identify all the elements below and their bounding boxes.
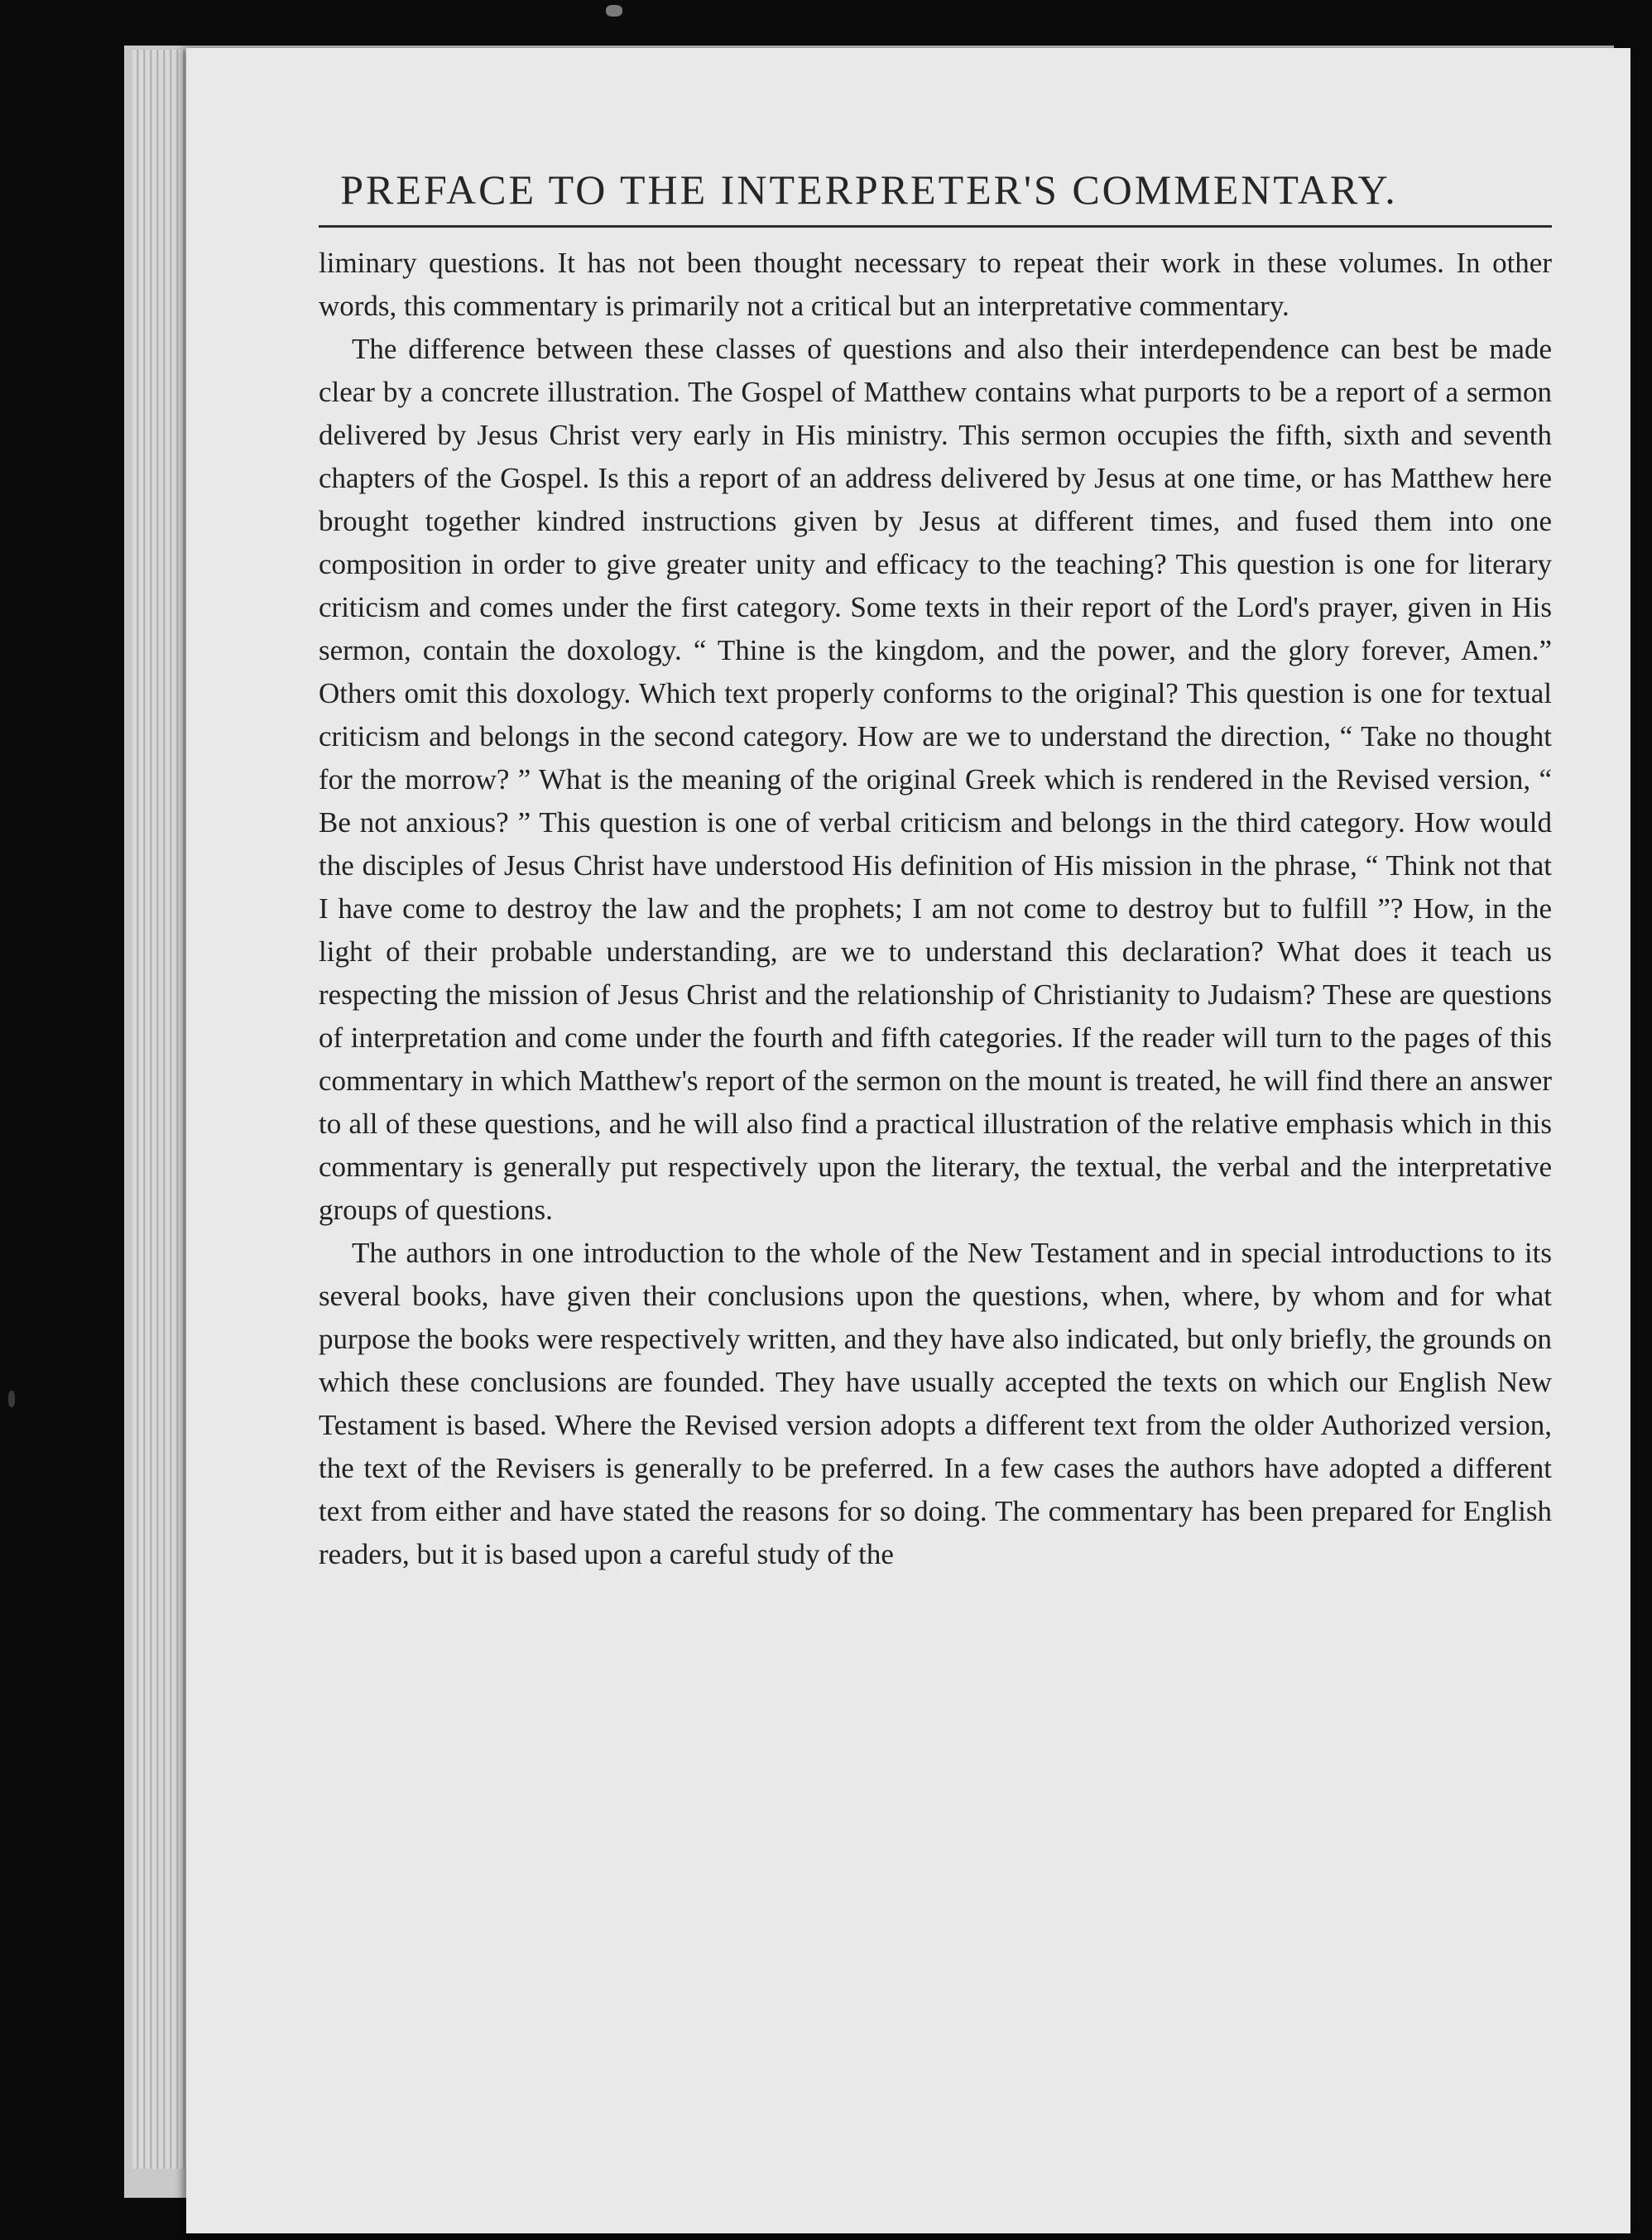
paragraph: liminary questions. It has not been thought necessary to repeat their work in these volumes. In other words, this commentary is primarily not a critical but an interpretative commentary. bbox=[319, 247, 1552, 322]
running-head: PREFACE TO THE INTERPRETER'S COMMENTARY. bbox=[340, 166, 1398, 213]
scan-mark bbox=[8, 1391, 15, 1407]
body-text bbox=[319, 242, 1552, 1576]
head-rule bbox=[319, 225, 1552, 228]
page-edges bbox=[132, 50, 194, 2169]
scan-speck bbox=[606, 5, 622, 17]
paragraph: The authors in one introduction to the whole of the New Testament and in special introductions to its several books, have given their conclusions upon the questions, when, where, by whom and for what purpose the books were respectively written, and they have also indicated, but only briefly, the grounds on which these conclusions are founded. They have usually accepted the texts on which our English New Testament is based. Where the Revised version adopts a different text from the older Authorized version, the text of the Revisers is generally to be preferred. In a few cases the authors have adopted a different text from either and have stated the reasons for so doing. The commentary has been prepared for English readers, but it is based upon a careful study of the bbox=[319, 1237, 1552, 1570]
paragraph: The difference between these classes of questions and also their interdependence can best be made clear by a concrete illustration. The Gospel of Matthew contains what purports to be a report of a sermon delivered by Jesus Christ very early in His ministry. This sermon occupies the fifth, sixth and seventh chapters of the Gospel. Is this a report of an address delivered by Jesus at one time, or has Matthew here brought together kindred instructions given by Jesus at different times, and fused them into one composition in order to give greater unity and efficacy to the teaching? This question is one for literary criticism and comes under the first category. Some texts in their report of the Lord's prayer, given in His sermon, contain the doxology. “ Thine is the kingdom, and the power, and the glory forever, Amen.” Others omit this doxology. Which text properly conforms to the original? This question is one for textual criticism and belongs in the second category. How are we to understand the direction, “ Take no thought for the morrow? ” What is the meaning of the original Greek which is rendered in the Revised version, “ Be not anxious? ” This question is one of verbal criticism and belongs in the third category. How would the disciples of Jesus Christ have understood His definition of His mission in the phrase, “ Think not that I have come to destroy the law and the prophets; I am not come to destroy but to fulfill ”? How, in the light of their probable understanding, are we to understand this declaration? What does it teach us respecting the mission of Jesus Christ and the relationship of Christianity to Judaism? These are questions of interpretation and come under the fourth and fifth categories. If the reader will turn to the pages of this commentary in which Matthew's report of the sermon on the mount is treated, he will find there an answer to all of these questions, and he will also find a practical illustration of the relative emphasis which in this commentary is generally put respectively upon the literary, the textual, the verbal and the interpretative groups of questions. bbox=[319, 333, 1552, 1226]
